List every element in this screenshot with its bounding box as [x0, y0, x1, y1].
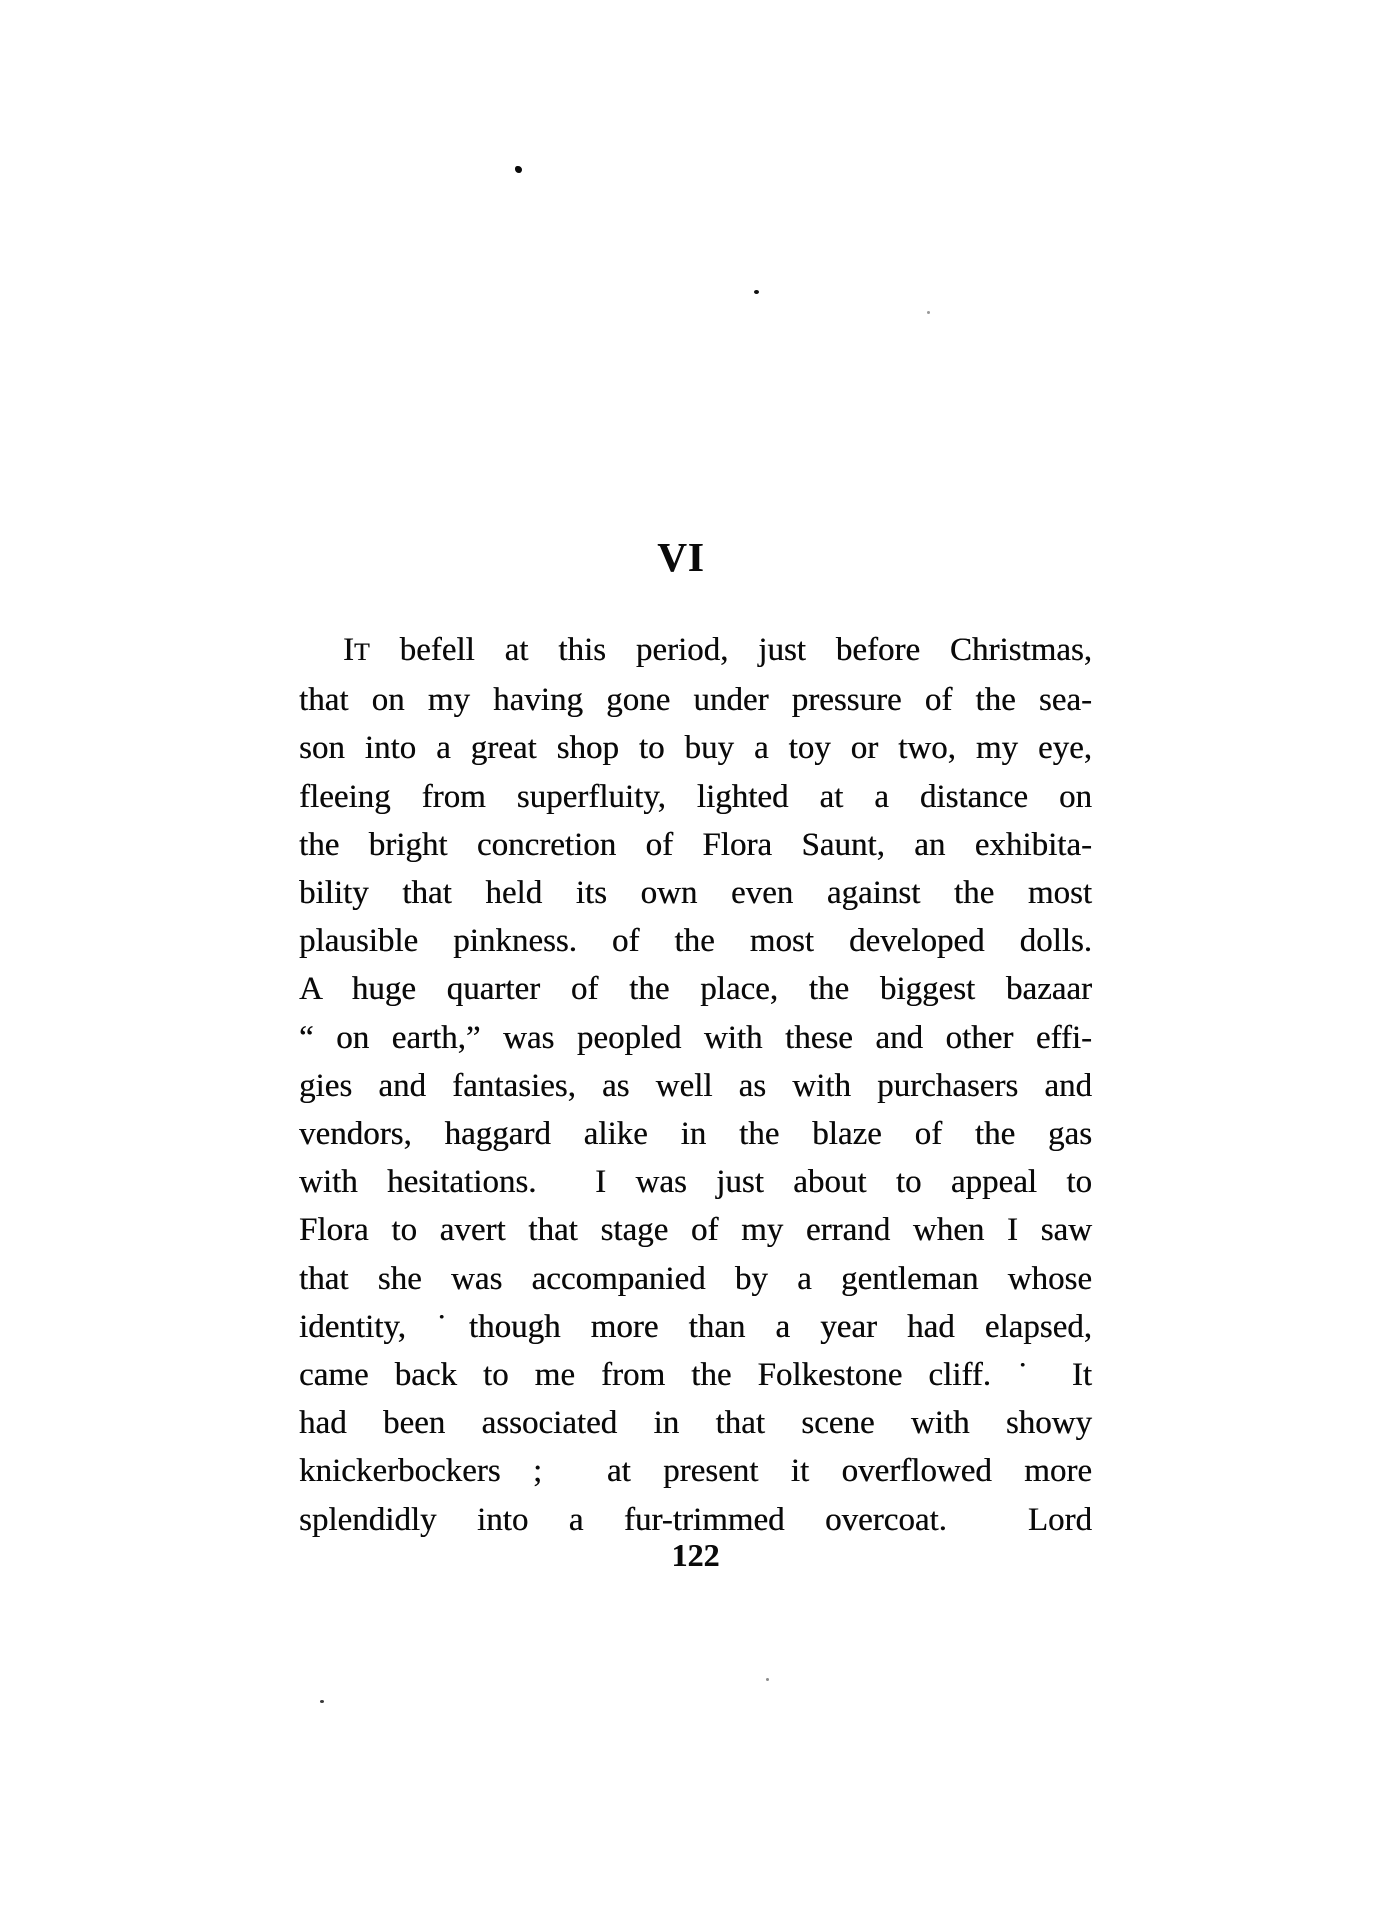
chapter-heading: VI: [657, 534, 705, 580]
ink-speck: [320, 1700, 324, 1703]
first-line-text: befell at this period, just before Christmas,: [399, 632, 1093, 668]
paragraph-line: knickerbockers ; at present it overflowed more: [299, 1453, 1092, 1490]
ink-speck: [927, 311, 930, 314]
paragraph-line: gies and fantasies, as well as with purchasers and: [299, 1067, 1092, 1104]
paragraph-line: A huge quarter of the place, the biggest bazaar: [299, 971, 1092, 1008]
ink-speck: [766, 1678, 769, 1681]
ink-speck: [754, 290, 759, 294]
paragraph-line: plausible pinkness. of the most developed dolls.: [299, 923, 1092, 960]
paragraph-line: had been associated in that scene with showy: [299, 1405, 1092, 1442]
paragraph: [299, 626, 1092, 1544]
paragraph-first-line: [299, 626, 1092, 676]
paragraph-line: vendors, haggard alike in the blaze of the gas: [299, 1116, 1092, 1153]
paragraph-line: the bright concretion of Flora Saunt, an exhibita-: [299, 826, 1092, 863]
paragraph-line: fleeing from superfluity, lighted at a distance on: [299, 778, 1092, 815]
ink-speck: [515, 166, 522, 173]
paragraph-line: identity, ˙though more than a year had elapsed,: [299, 1308, 1092, 1345]
paragraph-line: splendidly into a fur-trimmed overcoat. Lord: [299, 1501, 1092, 1538]
paragraph-line: that on my having gone under pressure of the sea-: [299, 682, 1092, 719]
lead-capital: I: [343, 632, 354, 668]
paragraph-line: came back to me from the Folkestone cliff. ˙ It: [299, 1357, 1092, 1394]
paragraph-line: that she was accompanied by a gentleman whose: [299, 1260, 1092, 1297]
lead-small-capital: T: [354, 637, 370, 666]
paragraph-line: with hesitations. I was just about to appeal to: [299, 1164, 1092, 1201]
paragraph-line: “ on earth,” was peopled with these and other effi-: [299, 1019, 1092, 1056]
page-number: 122: [671, 1537, 720, 1573]
paragraph-line: son into a great shop to buy a toy or two, my eye,: [299, 730, 1092, 767]
paragraph-line: Flora to avert that stage of my errand when I saw: [299, 1212, 1092, 1249]
paragraph-line: bility that held its own even against the most: [299, 875, 1092, 912]
